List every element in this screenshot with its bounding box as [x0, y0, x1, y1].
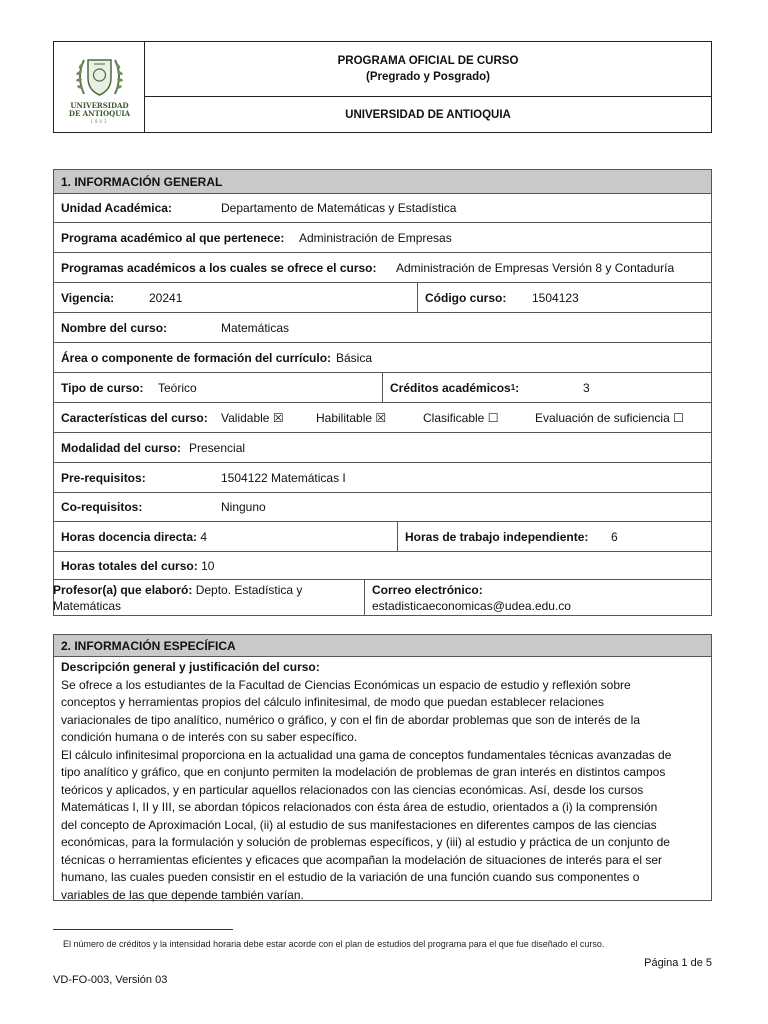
section-1-title: 1. INFORMACIÓN GENERAL: [61, 174, 223, 189]
nombre-value: Matemáticas: [221, 320, 290, 335]
correo-cell: [372, 582, 571, 614]
unidad-label: Unidad Académica:: [61, 201, 172, 215]
programas-value: Administración de Empresas Versión 8 y Contaduría: [396, 260, 675, 275]
correo-label: Correo electrónico:: [372, 583, 483, 597]
title-line-2: (Pregrado y Posgrado): [366, 71, 490, 83]
footnote: El número de créditos y la intensidad horaria debe estar acorde con el plan de estudios del programa para el que fue diseñado el curso.: [63, 939, 605, 949]
tipo-label: Tipo de curso:: [61, 380, 144, 395]
description-line: variacionales de tipo analítico, numérico o gráfico, y con el fin de abordar problemas que son de interés de la: [61, 712, 641, 727]
caracteristicas-label: Características del curso:: [61, 410, 208, 425]
description-line: tipo analítico y gráfico, que en conjunto permiten la modelación de problemas de gran interés en distintos campos: [61, 765, 666, 779]
description-label: Descripción general y justificación del curso:: [61, 660, 320, 674]
description-line: del concepto de Aproximación Local, (ii) al estudio de sus manifestaciones en diferentes campos de las ciencias: [61, 817, 657, 832]
logo-cell: [54, 42, 145, 132]
description-line: El cálculo infinitesimal proporciona en la actualidad una gama de conceptos fundamentales técnicas avanzadas de: [61, 747, 672, 762]
description-line: Matemáticas I, II y III, se abordan tópicos relacionados con ésta área de estudio, orientados a (i) la comprensión: [61, 800, 658, 814]
caracteristicas-row: [53, 403, 712, 433]
horas-indep-label: Horas de trabajo independiente:: [405, 529, 589, 544]
horas-directa-label: Horas docencia directa:: [61, 529, 198, 544]
profesor-value-2: Matemáticas: [53, 599, 122, 613]
logo-text-line2: DE ANTIOQUIA: [68, 109, 131, 118]
nombre-label: Nombre del curso:: [61, 320, 168, 335]
description-line: conceptos y herramientas propios del cálculo infinitesimal, de modo que puedan establecer relaciones: [61, 695, 604, 709]
prereq-row: [53, 463, 712, 493]
vigencia-row: [53, 283, 712, 313]
unidad-row: [53, 194, 712, 223]
title-line-1: PROGRAMA OFICIAL DE CURSO: [337, 55, 519, 67]
description-line: variables de las que depende también varían.: [61, 887, 304, 902]
column-divider: [382, 373, 383, 402]
vigencia-value: 20241: [149, 290, 183, 305]
evaluacion-checkbox: Evaluación de suficiencia ☐: [535, 410, 684, 425]
programa-label: Programa académico al que pertenece:: [61, 230, 285, 245]
horas-row: [53, 522, 712, 552]
creditos-label: [390, 373, 519, 402]
document-version: VD-FO-003, Versión 03: [53, 974, 168, 986]
prereq-value: 1504122 Matemáticas I: [221, 470, 346, 485]
description-line: humano, las cuales pueden consistir en el estudio de la variación de una función cuando sus componentes o: [61, 870, 640, 884]
codigo-value: 1504123: [532, 290, 579, 305]
tipo-value: Teórico: [158, 380, 197, 395]
university-name: UNIVERSIDAD DE ANTIOQUIA: [345, 108, 511, 121]
program-title: [145, 42, 711, 97]
programas-label: Programas académicos a los cuales se ofrece el curso:: [61, 260, 377, 275]
creditos-value: 3: [583, 380, 590, 395]
coreq-row: [53, 493, 712, 522]
creditos-label-text: Créditos académicos: [390, 380, 511, 395]
document-header: [53, 41, 712, 133]
section-2-title: 2. INFORMACIÓN ESPECÍFICA: [61, 638, 236, 653]
prereq-label: Pre-requisitos:: [61, 470, 146, 485]
validable-checkbox: Validable ☒: [221, 410, 284, 425]
profesor-row: [53, 580, 712, 616]
section-1-header: [53, 169, 712, 194]
description-line: Se ofrece a los estudiantes de la Facultad de Ciencias Económicas un espacio de estudio y reflexión sobre: [61, 677, 631, 692]
programas-row: [53, 253, 712, 283]
area-row: [53, 343, 712, 373]
description-line: teóricos y aplicados, y en particular aquellos relacionados con las ciencias económicas. Así, desde los cursos: [61, 782, 644, 797]
codigo-label: Código curso:: [425, 290, 507, 305]
horas-indep-value: 6: [611, 529, 618, 544]
coreq-label: Co-requisitos:: [61, 500, 143, 514]
correo-value: estadisticaeconomicas@udea.edu.co: [372, 599, 571, 613]
horas-totales-row: [53, 552, 712, 580]
profesor-value-1: Depto. Estadística y: [195, 583, 303, 597]
modalidad-label: Modalidad del curso:: [61, 440, 182, 455]
horas-totales-value: 10: [201, 558, 215, 573]
section-2-header: [53, 634, 712, 657]
programa-row: [53, 223, 712, 253]
footnote-marker: 1: [510, 383, 516, 392]
description-line: condición humana o de interés con su saber específico.: [61, 730, 358, 744]
horas-totales-label: Horas totales del curso:: [61, 558, 198, 573]
unidad-value: Departamento de Matemáticas y Estadística: [221, 201, 457, 215]
column-divider: [397, 522, 398, 551]
column-divider: [364, 580, 365, 615]
habilitable-checkbox: Habilitable ☒: [316, 410, 387, 425]
modalidad-row: [53, 433, 712, 463]
description-body: [61, 677, 704, 905]
programa-value: Administración de Empresas: [299, 230, 452, 245]
course-description: [53, 657, 712, 901]
area-label: Área o componente de formación del currículo:: [61, 350, 332, 365]
description-line: técnicas o herramientas eficientes y eficaces que acompañan la modelación de situaciones de interés para el ser: [61, 852, 663, 867]
modalidad-value: Presencial: [189, 440, 246, 455]
nombre-row: [53, 313, 712, 343]
area-value: Básica: [336, 350, 373, 365]
tipo-row: [53, 373, 712, 403]
profesor-label: Profesor(a) que elaboró:: [53, 583, 193, 597]
coreq-value: Ninguno: [221, 500, 266, 514]
profesor-cell: [53, 582, 363, 614]
clasificable-checkbox: Clasificable ☐: [423, 410, 499, 425]
column-divider: [417, 283, 418, 312]
university-seal-icon: [54, 42, 145, 132]
page-number: Página 1 de 5: [644, 957, 712, 969]
logo-text-line1: UNIVERSIDAD: [70, 101, 129, 110]
horas-totales: [61, 552, 214, 579]
horas-directa-value: 4: [200, 529, 208, 544]
description-line: económicas, para la formulación y solución de problemas específicos, y (iii) al estudio y práctica de un conjunto de: [61, 835, 670, 849]
vigencia-label: Vigencia:: [61, 290, 115, 305]
footnote-separator: [53, 929, 233, 930]
horas-directa: [61, 522, 207, 551]
creditos-colon: :: [515, 380, 520, 395]
logo-year: 1803: [90, 119, 109, 124]
